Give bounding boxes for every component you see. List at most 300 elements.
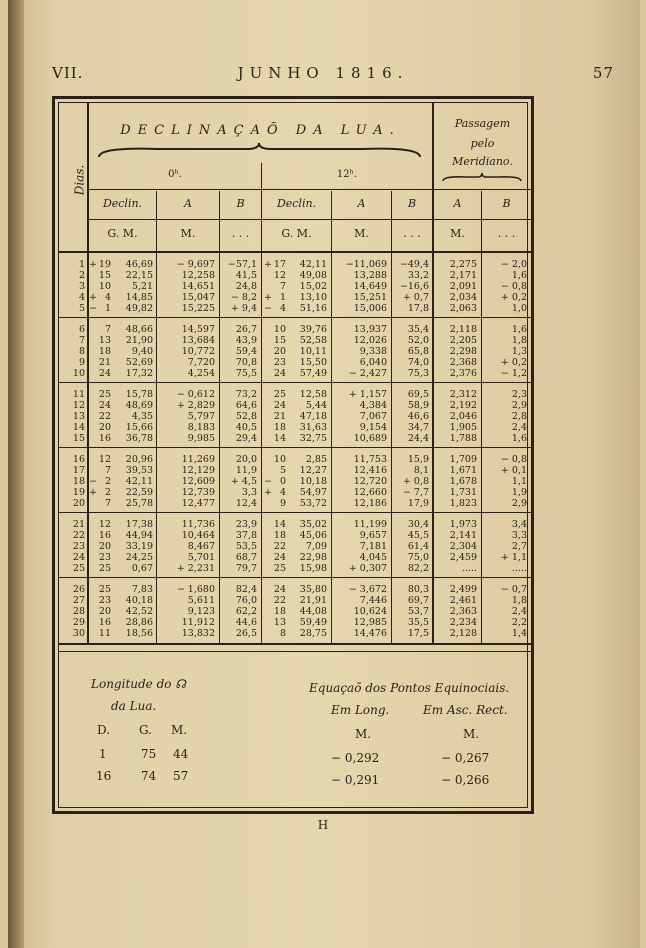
longitude-row-2-g: 74	[141, 769, 157, 783]
d12-deg-col-cell: 14	[273, 519, 286, 530]
d0-deg-col-cell: 16	[98, 530, 111, 541]
b0-col-cell: 70,8	[235, 357, 257, 368]
b12-col-cell: 35,5	[407, 617, 429, 628]
page-number: 57	[592, 64, 614, 82]
a12-col-cell: 4,045	[359, 552, 387, 563]
d12-min-col-cell: 15,50	[299, 357, 327, 368]
col-a-0: A	[184, 197, 192, 210]
d0-deg-col-cell: 7	[104, 324, 111, 335]
d12-deg-col-cell: 25	[273, 389, 286, 400]
d0-min-col-cell: 0,67	[131, 563, 153, 574]
days-col-cell: 28	[72, 606, 85, 617]
a12-col-cell: 11,753	[353, 454, 387, 465]
pass-b-col-cell: 2,4	[511, 606, 527, 617]
a12-col-cell: − 2,427	[348, 368, 387, 379]
unit-dots-12: . . .	[403, 227, 421, 240]
d12-min-col-cell: 12,58	[299, 389, 327, 400]
b12-col-cell: 75,0	[407, 552, 429, 563]
pass-a-col-cell: 2,205	[449, 335, 477, 346]
pass-a-col-cell: 2,368	[449, 357, 477, 368]
days-col-cell: 25	[72, 563, 85, 574]
d12-deg-col-cell: 23	[273, 357, 286, 368]
b0-col-cell: + 4,5	[230, 476, 257, 487]
a0-col-cell: 14,651	[181, 281, 215, 292]
b12-col-cell: 61,4	[407, 541, 429, 552]
pass-a-col-cell: 2,499	[449, 584, 477, 595]
equacao-unit-asc: M.	[463, 727, 480, 741]
chapter-number: VII.	[52, 64, 84, 82]
days-col-cell: 12	[72, 400, 85, 411]
pass-b-col-cell: + 0,2	[500, 292, 527, 303]
b0-col-cell: 11,9	[235, 465, 257, 476]
days-col-cell: 6	[78, 324, 85, 335]
brace-ornament	[97, 143, 422, 159]
pass-b-col-cell: 1,9	[511, 487, 527, 498]
a12-col-cell: 10,689	[353, 433, 387, 444]
pass-b-col-cell: 2,7	[511, 541, 527, 552]
b0-col-cell: 75,5	[235, 368, 257, 379]
b12-col-cell: 80,3	[407, 584, 429, 595]
a0-col-cell: 7,720	[187, 357, 215, 368]
d12-min-col-cell: 13,10	[299, 292, 327, 303]
a12-col-cell: 12,720	[353, 476, 387, 487]
pass-b-col-cell: 1,6	[511, 433, 527, 444]
d12-min-col-cell: 28,75	[299, 628, 327, 639]
a0-col-cell: 5,611	[187, 595, 215, 606]
d0-min-col-cell: 5,21	[131, 281, 153, 292]
d0-deg-col-cell: 18	[98, 346, 111, 357]
a0-col-cell: 12,129	[181, 465, 215, 476]
b12-col-cell: −16,6	[399, 281, 429, 292]
d12-min-col-cell: 2,85	[305, 454, 327, 465]
d0-deg-col-cell: 23	[98, 552, 111, 563]
d0-deg-col-cell: 11	[98, 628, 111, 639]
b0-col-cell: 3,3	[241, 487, 257, 498]
b12-col-cell: 65,8	[407, 346, 429, 357]
d0-deg-col-cell: 12	[98, 519, 111, 530]
b0-col-cell: 23,9	[235, 519, 257, 530]
d0-min-col-cell: 39,53	[125, 465, 153, 476]
d0-deg-col-cell: 15	[98, 270, 111, 281]
a0-col-cell: 11,736	[181, 519, 215, 530]
pass-a-col-cell: 2,171	[449, 270, 477, 281]
a0-col-cell: 4,254	[187, 368, 215, 379]
b0-col-cell: 44,6	[235, 617, 257, 628]
pass-b-col-cell: − 0,8	[500, 454, 527, 465]
pass-a-col-cell: 2,063	[449, 303, 477, 314]
equacao-row-1-asc: − 0,267	[441, 751, 490, 765]
a12-col-cell: −11,069	[345, 259, 387, 270]
a12-col-cell: 15,006	[353, 303, 387, 314]
pass-a-col-cell: 2,312	[449, 389, 477, 400]
d0-deg-col-cell: 16	[98, 433, 111, 444]
d0-deg-col-cell: 24	[98, 368, 111, 379]
b0-col-cell: 73,2	[235, 389, 257, 400]
col-b-0: B	[236, 197, 245, 210]
longitude-head-g: G.	[139, 723, 152, 737]
b12-col-cell: 17,9	[407, 498, 429, 509]
d0-min-col-cell: 52,69	[125, 357, 153, 368]
equacao-row-1-long: − 0,292	[331, 751, 380, 765]
pass-a-col-cell: 1,671	[449, 465, 477, 476]
b0-col-cell: + 9,4	[230, 303, 257, 314]
col-a-12: A	[357, 197, 366, 210]
d0-sign-col-cell: +	[89, 259, 97, 270]
d0-min-col-cell: 15,66	[125, 422, 153, 433]
days-col-cell: 18	[72, 476, 85, 487]
d12-deg-col-cell: 10	[273, 454, 286, 465]
longitude-row-1-d: 1	[99, 747, 107, 761]
equacao-row-2-asc: − 0,266	[441, 773, 490, 787]
b0-col-cell: 40,5	[235, 422, 257, 433]
b12-col-cell: − 7,7	[402, 487, 429, 498]
d12-min-col-cell: 31,63	[299, 422, 327, 433]
d12-min-col-cell: 15,98	[299, 563, 327, 574]
b0-col-cell: 12,4	[235, 498, 257, 509]
pass-b-col-cell: 2,2	[511, 617, 527, 628]
pass-b-col-cell: 1,8	[511, 595, 527, 606]
d0-deg-col-cell: 22	[98, 411, 111, 422]
d0-min-col-cell: 22,15	[125, 270, 153, 281]
pass-b-col-cell: 2,9	[511, 400, 527, 411]
b12-col-cell: 69,7	[407, 595, 429, 606]
days-col-cell: 7	[78, 335, 85, 346]
d0-min-col-cell: 42,52	[125, 606, 153, 617]
pass-b-col-cell: 2,8	[511, 411, 527, 422]
a12-col-cell: 9,657	[359, 530, 387, 541]
signature-mark: H	[317, 818, 329, 832]
b0-col-cell: 20,0	[235, 454, 257, 465]
d0-deg-col-cell: 2	[104, 487, 111, 498]
a12-col-cell: 10,624	[353, 606, 387, 617]
longitude-subtitle: da Lua.	[111, 699, 157, 713]
d0-min-col-cell: 4,35	[131, 411, 153, 422]
equacao-row-2-long: − 0,291	[331, 773, 380, 787]
b12-col-cell: 58,9	[407, 400, 429, 411]
pass-a-col-cell: 1,678	[449, 476, 477, 487]
b12-col-cell: 8,1	[413, 465, 429, 476]
days-col-cell: 4	[78, 292, 85, 303]
pass-a-col-cell: 1,709	[449, 454, 477, 465]
equacao-title: Equaçaõ dos Pontos Equinociais.	[309, 681, 510, 695]
a0-col-cell: 12,609	[181, 476, 215, 487]
days-col-cell: 16	[72, 454, 85, 465]
d0-deg-col-cell: 7	[104, 498, 111, 509]
days-col-cell: 23	[72, 541, 85, 552]
b12-col-cell: + 0,7	[402, 292, 429, 303]
d12-min-col-cell: 44,08	[299, 606, 327, 617]
d12-min-col-cell: 39,76	[299, 324, 327, 335]
d0-min-col-cell: 44,94	[125, 530, 153, 541]
d12-deg-col-cell: 22	[273, 595, 286, 606]
d0-min-col-cell: 48,66	[125, 324, 153, 335]
d0-min-col-cell: 22,59	[125, 487, 153, 498]
d0-deg-col-cell: 23	[98, 595, 111, 606]
b12-col-cell: 30,4	[407, 519, 429, 530]
pass-a-col-cell: 2,046	[449, 411, 477, 422]
d0-sign-col-cell: −	[89, 303, 97, 314]
pass-b-col-cell: − 0,8	[500, 281, 527, 292]
pass-b-col-cell: + 1,1	[500, 552, 527, 563]
d0-min-col-cell: 48,69	[125, 400, 153, 411]
d12-min-col-cell: 32,75	[299, 433, 327, 444]
a12-col-cell: 11,199	[353, 519, 387, 530]
pass-a-col-cell: 2,461	[449, 595, 477, 606]
d0-min-col-cell: 40,18	[125, 595, 153, 606]
days-label: Dias.	[72, 164, 87, 196]
pass-a-col-cell: 2,275	[449, 259, 477, 270]
a0-col-cell: 12,258	[181, 270, 215, 281]
days-col-cell: 24	[72, 552, 85, 563]
unit-m-12: M.	[354, 227, 369, 240]
pass-b-col-cell: − 1,2	[500, 368, 527, 379]
d0-min-col-cell: 46,69	[125, 259, 153, 270]
d0-deg-col-cell: 20	[98, 422, 111, 433]
a0-col-cell: − 1,680	[176, 584, 215, 595]
d0-deg-col-cell: 12	[98, 454, 111, 465]
d12-deg-col-cell: 21	[273, 411, 286, 422]
a12-col-cell: 12,026	[353, 335, 387, 346]
d12-min-col-cell: 52,58	[299, 335, 327, 346]
b0-col-cell: 43,9	[235, 335, 257, 346]
b12-col-cell: −49,4	[399, 259, 429, 270]
d0-deg-col-cell: 25	[98, 584, 111, 595]
b12-col-cell: 82,2	[407, 563, 429, 574]
pass-b-col-cell: .....	[511, 563, 527, 574]
days-col-cell: 13	[72, 411, 85, 422]
d12-min-col-cell: 21,91	[299, 595, 327, 606]
a0-col-cell: 5,701	[187, 552, 215, 563]
b12-col-cell: 53,7	[407, 606, 429, 617]
table-frame	[52, 96, 534, 814]
days-col-cell: 19	[72, 487, 85, 498]
a12-col-cell: 13,937	[353, 324, 387, 335]
a0-col-cell: + 2,829	[176, 400, 215, 411]
b0-col-cell: 26,5	[235, 628, 257, 639]
d0-deg-col-cell: 19	[98, 259, 111, 270]
d0-min-col-cell: 9,40	[131, 346, 153, 357]
a12-col-cell: 4,384	[359, 400, 387, 411]
group-divider	[59, 317, 531, 318]
equacao-unit-long: M.	[355, 727, 372, 741]
a12-col-cell: 7,181	[359, 541, 387, 552]
pass-a-col-cell: 2,192	[449, 400, 477, 411]
d0-sign-col-cell: −	[89, 476, 97, 487]
b12-col-cell: 74,0	[407, 357, 429, 368]
b12-col-cell: + 0,8	[402, 476, 429, 487]
a12-col-cell: 14,649	[353, 281, 387, 292]
d0-deg-col-cell: 13	[98, 335, 111, 346]
a0-col-cell: 15,225	[181, 303, 215, 314]
pass-a-col-cell: 1,823	[449, 498, 477, 509]
a0-col-cell: 9,123	[187, 606, 215, 617]
d12-min-col-cell: 7,09	[305, 541, 327, 552]
b12-col-cell: 17,8	[407, 303, 429, 314]
pass-b-col-cell: − 2,0	[500, 259, 527, 270]
small-brace-ornament	[441, 173, 523, 183]
d12-min-col-cell: 12,27	[299, 465, 327, 476]
pass-a-col-cell: 2,034	[449, 292, 477, 303]
d12-deg-col-cell: 4	[279, 487, 286, 498]
d12-deg-col-cell: 25	[273, 563, 286, 574]
d12-min-col-cell: 22,98	[299, 552, 327, 563]
d0-min-col-cell: 15,78	[125, 389, 153, 400]
a0-col-cell: 10,772	[181, 346, 215, 357]
group-divider	[59, 447, 531, 448]
a12-col-cell: 12,416	[353, 465, 387, 476]
longitude-row-1-m: 44	[173, 747, 189, 761]
a12-col-cell: 6,040	[359, 357, 387, 368]
d12-deg-col-cell: 9	[279, 498, 286, 509]
pass-b-col-cell: 2,3	[511, 389, 527, 400]
d12-min-col-cell: 49,08	[299, 270, 327, 281]
a0-col-cell: 8,183	[187, 422, 215, 433]
a12-col-cell: 9,338	[359, 346, 387, 357]
longitude-row-2-d: 16	[96, 769, 112, 783]
pass-a-col-cell: 2,304	[449, 541, 477, 552]
pass-b-col-cell: 1,3	[511, 346, 527, 357]
b12-col-cell: 35,4	[407, 324, 429, 335]
d0-min-col-cell: 28,86	[125, 617, 153, 628]
pass-a-col-cell: .....	[461, 563, 477, 574]
a0-col-cell: 13,684	[181, 335, 215, 346]
a0-col-cell: + 2,231	[176, 563, 215, 574]
b0-col-cell: 26,7	[235, 324, 257, 335]
days-col-cell: 11	[72, 389, 85, 400]
d0-min-col-cell: 17,38	[125, 519, 153, 530]
d12-min-col-cell: 45,06	[299, 530, 327, 541]
d0-deg-col-cell: 7	[104, 465, 111, 476]
passagem-line-1: Passagem	[454, 117, 511, 130]
unit-gm-12: G. M.	[281, 227, 312, 240]
a12-col-cell: 9,154	[359, 422, 387, 433]
b12-col-cell: 52,0	[407, 335, 429, 346]
d12-deg-col-cell: 7	[279, 281, 286, 292]
a0-col-cell: 10,464	[181, 530, 215, 541]
b0-col-cell: 76,0	[235, 595, 257, 606]
d0-min-col-cell: 33,19	[125, 541, 153, 552]
hour-0-label: 0ʰ.	[168, 169, 182, 180]
d0-deg-col-cell: 10	[98, 281, 111, 292]
d0-min-col-cell: 42,11	[125, 476, 153, 487]
d12-sign-col-cell: −	[264, 476, 272, 487]
d0-deg-col-cell: 20	[98, 606, 111, 617]
pass-a-col-cell: 2,091	[449, 281, 477, 292]
d12-deg-col-cell: 1	[279, 292, 286, 303]
d12-min-col-cell: 42,11	[299, 259, 327, 270]
pass-b-col-cell: 2,4	[511, 422, 527, 433]
days-col-cell: 17	[72, 465, 85, 476]
pass-a-col-cell: 2,376	[449, 368, 477, 379]
pass-a-col-cell: 1,731	[449, 487, 477, 498]
pass-b-col-cell: + 0,1	[500, 465, 527, 476]
b12-col-cell: 33,2	[407, 270, 429, 281]
d12-sign-col-cell: −	[264, 303, 272, 314]
days-col-cell: 22	[72, 530, 85, 541]
d0-deg-col-cell: 16	[98, 617, 111, 628]
d12-min-col-cell: 10,18	[299, 476, 327, 487]
equacao-col-asc: Em Asc. Rect.	[423, 703, 508, 717]
d0-deg-col-cell: 20	[98, 541, 111, 552]
pass-b-col-cell: 1,6	[511, 324, 527, 335]
d12-deg-col-cell: 15	[273, 335, 286, 346]
pass-b-col-cell: 2,9	[511, 498, 527, 509]
d0-min-col-cell: 49,82	[125, 303, 153, 314]
a12-col-cell: 12,660	[353, 487, 387, 498]
days-col-cell: 21	[72, 519, 85, 530]
pass-a-col-cell: 2,234	[449, 617, 477, 628]
col-declin-0: Declin.	[102, 197, 143, 210]
d0-min-col-cell: 7,83	[131, 584, 153, 595]
days-col-cell: 14	[72, 422, 85, 433]
pass-a-col-cell: 2,118	[449, 324, 477, 335]
unit-gm-0: G. M.	[107, 227, 138, 240]
b0-col-cell: 79,7	[235, 563, 257, 574]
d12-deg-col-cell: 12	[273, 270, 286, 281]
days-col-cell: 3	[78, 281, 85, 292]
b12-col-cell: 46,6	[407, 411, 429, 422]
d12-min-col-cell: 51,16	[299, 303, 327, 314]
page-title: JUNHO 1816.	[237, 64, 409, 82]
col-declin-12: Declin.	[276, 197, 317, 210]
passagem-line-2: pelo	[470, 137, 495, 150]
d12-min-col-cell: 15,02	[299, 281, 327, 292]
days-col-cell: 2	[78, 270, 85, 281]
a12-col-cell: + 1,157	[348, 389, 387, 400]
d0-sign-col-cell: +	[89, 292, 97, 303]
days-col-cell: 9	[78, 357, 85, 368]
col-pass-a: A	[453, 197, 462, 210]
group-divider	[59, 577, 531, 578]
a0-col-cell: 11,269	[181, 454, 215, 465]
d12-deg-col-cell: 14	[273, 433, 286, 444]
pass-b-col-cell: + 0,2	[500, 357, 527, 368]
pass-a-col-cell: 1,905	[449, 422, 477, 433]
b0-col-cell: − 8,2	[230, 292, 257, 303]
pass-b-col-cell: 1,4	[511, 628, 527, 639]
pass-b-col-cell: 1,8	[511, 335, 527, 346]
b12-col-cell: 15,9	[407, 454, 429, 465]
pass-a-col-cell: 2,363	[449, 606, 477, 617]
d12-deg-col-cell: 5	[279, 465, 286, 476]
d0-sign-col-cell: +	[89, 487, 97, 498]
d12-min-col-cell: 57,49	[299, 368, 327, 379]
b12-col-cell: 69,5	[407, 389, 429, 400]
a0-col-cell: 5,797	[187, 411, 215, 422]
days-col-cell: 10	[72, 368, 85, 379]
d12-sign-col-cell: +	[264, 487, 272, 498]
d12-sign-col-cell: +	[264, 292, 272, 303]
a0-col-cell: − 0,612	[176, 389, 215, 400]
d0-min-col-cell: 18,56	[125, 628, 153, 639]
b12-col-cell: 24,4	[407, 433, 429, 444]
group-divider	[59, 512, 531, 513]
pass-a-col-cell: 2,459	[449, 552, 477, 563]
days-col-cell: 1	[78, 259, 85, 270]
d12-deg-col-cell: 13	[273, 617, 286, 628]
days-col-cell: 8	[78, 346, 85, 357]
days-col-cell: 30	[72, 628, 85, 639]
a12-col-cell: 7,446	[359, 595, 387, 606]
d0-min-col-cell: 36,78	[125, 433, 153, 444]
d0-min-col-cell: 24,25	[125, 552, 153, 563]
pass-a-col-cell: 1,788	[449, 433, 477, 444]
book-binding	[8, 0, 24, 948]
pass-b-col-cell: 3,3	[511, 530, 527, 541]
d0-min-col-cell: 17,32	[125, 368, 153, 379]
d12-deg-col-cell: 24	[273, 552, 286, 563]
longitude-head-d: D.	[97, 723, 111, 737]
